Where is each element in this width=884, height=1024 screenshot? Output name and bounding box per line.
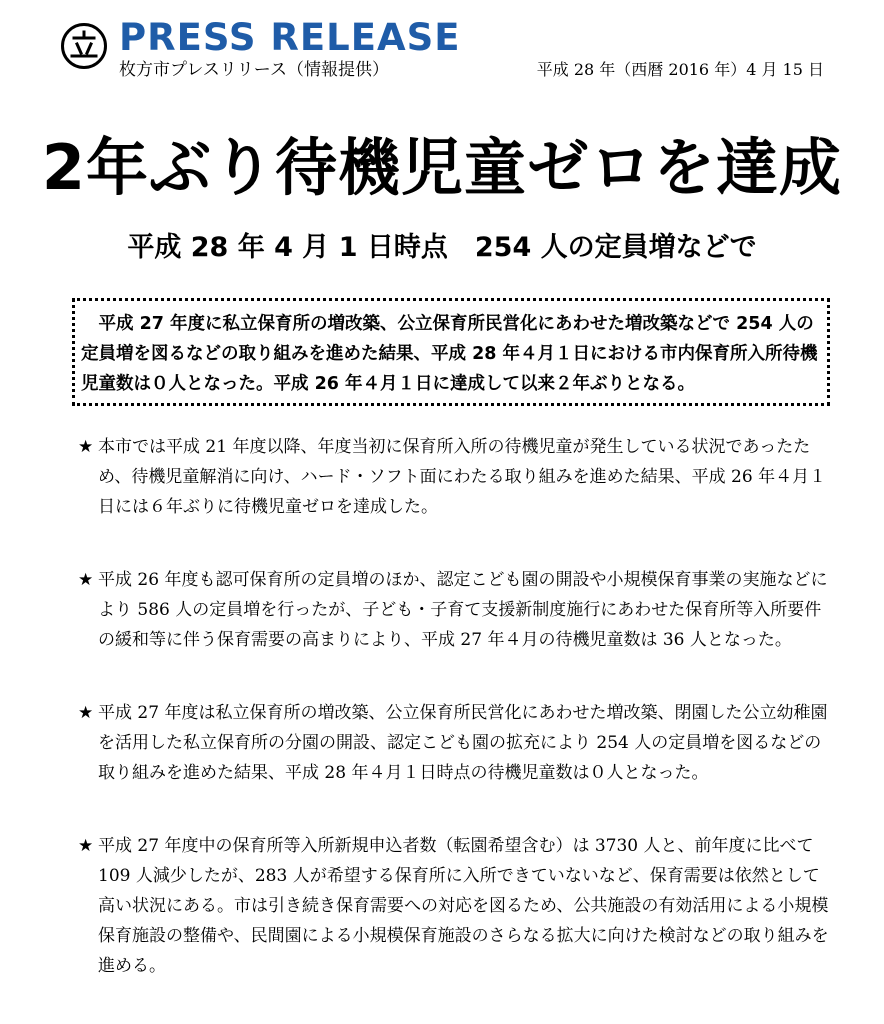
list-item — [78, 698, 834, 788]
list-item — [78, 565, 834, 655]
star-icon: ★ — [78, 703, 94, 723]
list-item-text: 平成 27 年度中の保育所等入所新規申込者数（転園希望含む）は 3730 人と、前年度に比べて 109 人減少したが、283 人が希望する保育所に入所できていないなど、保育需要は依然として高い状況にある。市は引き続き保育需要への対応を図るため、公共施設の有効活用による小規模保育施設の整備や、民間園による小規模保育施設のさらなる拡大に向けた検討などの取り組みを進める。 — [98, 836, 829, 976]
star-icon: ★ — [78, 437, 94, 457]
city-emblem-icon — [60, 22, 108, 70]
page-subtitle: 平成 28 年 4 月 1 日時点 254 人の定員増などで — [127, 232, 757, 263]
press-header — [0, 0, 884, 100]
list-item-text: 本市では平成 21 年度以降、年度当初に保育所入所の待機児童が発生している状況であったため、待機児童解消に向け、ハード・ソフト面にわたる取り組みを進めた結果、平成 26 年４月１日には６年ぶりに待機児童ゼロを達成した。 — [98, 437, 827, 517]
summary-box — [72, 298, 830, 406]
bullet-list — [78, 432, 834, 1024]
press-release-heading: PRESS RELEASE — [119, 16, 461, 59]
star-icon: ★ — [78, 570, 94, 590]
release-date: 平成 28 年（西暦 2016 年）4 月 15 日 — [536, 60, 824, 79]
list-item-text: 平成 26 年度も認可保育所の定員増のほか、認定こども園の開設や小規模保育事業の実施などにより 586 人の定員増を行ったが、子ども・子育て支援新制度施行にあわせた保育所等入所要件の緩和等に伴う保育需要の高まりにより、平成 27 年４月の待機児童数は 36 人となった。 — [98, 570, 828, 650]
list-item — [78, 432, 834, 522]
summary-text: 平成 27 年度に私立保育所の増改築、公立保育所民営化にあわせた増改築などで 254 人の定員増を図るなどの取り組みを進めた結果、平成 28 年４月１日における市内保育所入所待機児童数は０人となった。平成 26 年４月１日に達成して以来２年ぶりとなる。 — [81, 314, 818, 394]
star-icon: ★ — [78, 836, 94, 856]
list-item — [78, 831, 834, 981]
press-release-subtitle: 枚方市プレスリリース（情報提供） — [119, 60, 389, 80]
page-title: 2年ぶり待機児童ゼロを達成 — [41, 131, 843, 204]
list-item-text: 平成 27 年度は私立保育所の増改築、公立保育所民営化にあわせた増改築、閉園した公立幼稚園を活用した私立保育所の分園の開設、認定こども園の拡充により 254 人の定員増を図るなどの取り組みを進めた結果、平成 28 年４月１日時点の待機児童数は０人となった。 — [98, 703, 828, 783]
